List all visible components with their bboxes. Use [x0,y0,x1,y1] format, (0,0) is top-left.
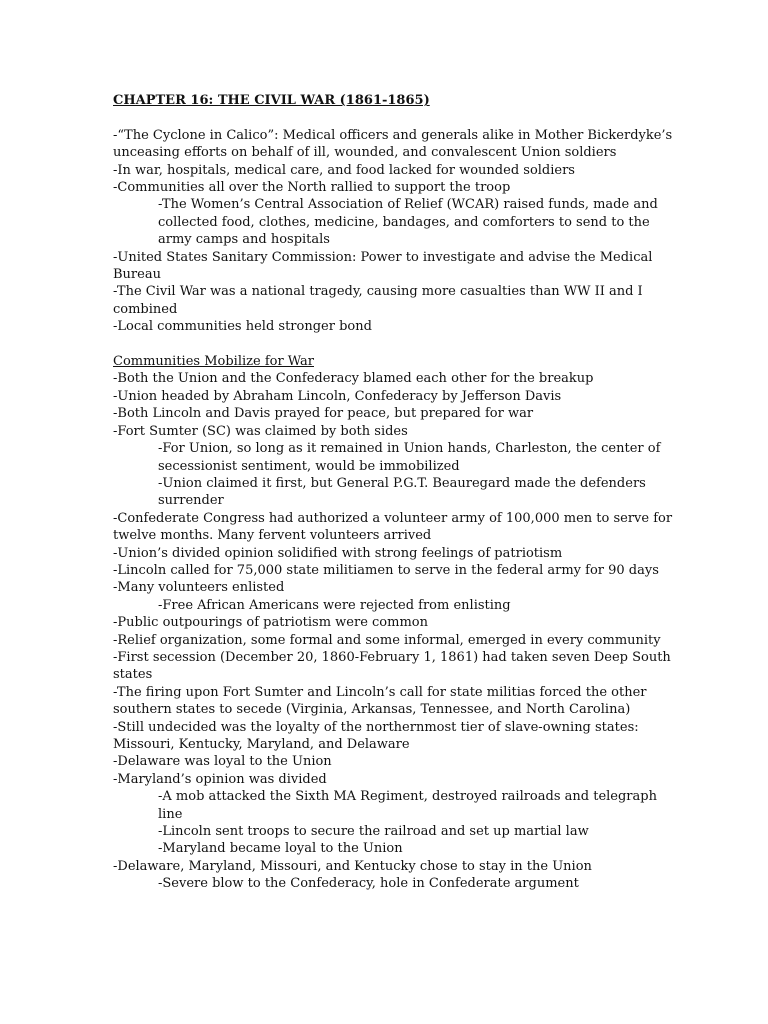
sub-bullet-line: -Free African Americans were rejected from enlisting [158,597,511,613]
bullet-line: -The Civil War was a national tragedy, causing more casualties than WW II and I combined [113,284,643,317]
bullet-line: -Union’s divided opinion solidified with strong feelings of patriotism [113,545,563,561]
bullet-line: -Both the Union and the Confederacy blamed each other for the breakup [113,371,594,387]
sub-bullet-line: -Lincoln sent troops to secure the railroad and set up martial law [158,824,589,840]
chapter-title: CHAPTER 16: THE CIVIL WAR (1861-1865) [113,93,430,108]
section-heading: Communities Mobilize for War [113,354,314,370]
bullet-line: -Delaware was loyal to the Union [113,754,332,770]
bullet-line: -United States Sanitary Commission: Power to investigate and advise the Medical Bureau [113,249,653,283]
bullet-line: -Local communities held stronger bond [113,319,372,335]
bullet-line: -Many volunteers enlisted [113,580,285,596]
bullet-line: -Confederate Congress had authorized a volunteer army of 100,000 men to serve for twelve months. Many fervent volunteers arrived [113,510,673,544]
bullet-line: -Still undecided was the loyalty of the northernmost tier of slave-owning states: Missouri, Kentucky, Maryland, and Delaware [113,719,639,752]
section-communities-mobilize [113,353,673,893]
bullet-line: -Relief organization, some formal and some informal, emerged in every community [113,632,661,648]
bullet-line: -In war, hospitals, medical care, and food lacked for wounded soldiers [113,162,575,178]
section-notes [113,370,673,892]
intro-notes [113,127,673,336]
sub-bullet-line: -Maryland became loyal to the Union [158,841,403,857]
bullet-line: -The firing upon Fort Sumter and Lincoln’s call for state militias forced the other southern states to secede (Virginia, Arkansas, Tennessee, and North Carolina) [113,684,647,718]
bullet-line: -“The Cyclone in Calico”: Medical officers and generals alike in Mother Bickerdyke’s unceasing efforts on behalf of ill, wounded, and convalescent Union soldiers [113,127,673,161]
sub-bullet-line: -For Union, so long as it remained in Union hands, Charleston, the center of secessionist sentiment, would be immobilized [158,441,661,474]
bullet-line: -Communities all over the North rallied to support the troop [113,180,511,196]
bullet-line: -Public outpourings of patriotism were common [113,615,428,631]
bullet-line: -Union headed by Abraham Lincoln, Confederacy by Jefferson Davis [113,388,562,404]
bullet-line: -Maryland’s opinion was divided [113,771,327,787]
bullet-line: -Fort Sumter (SC) was claimed by both sides [113,423,408,439]
bullet-line: -First secession (December 20, 1860-February 1, 1861) had taken seven Deep South states [113,649,671,683]
bullet-line: -Lincoln called for 75,000 state militiamen to serve in the federal army for 90 days [113,562,659,578]
bullet-line: -Both Lincoln and Davis prayed for peace, but prepared for war [113,406,534,422]
bullet-line: -Delaware, Maryland, Missouri, and Kentucky chose to stay in the Union [113,858,592,874]
sub-bullet-line: -The Women’s Central Association of Relief (WCAR) raised funds, made and collected food, clothes, medicine, bandages, and comforters to send to the army camps and hospitals [158,197,658,248]
document-body [113,92,673,893]
sub-bullet-line: -Union claimed it first, but General P.G.T. Beauregard made the defenders surrender [158,475,646,509]
sub-bullet-line: -A mob attacked the Sixth MA Regiment, destroyed railroads and telegraph line [158,789,657,822]
sub-bullet-line: -Severe blow to the Confederacy, hole in Confederate argument [158,876,579,892]
